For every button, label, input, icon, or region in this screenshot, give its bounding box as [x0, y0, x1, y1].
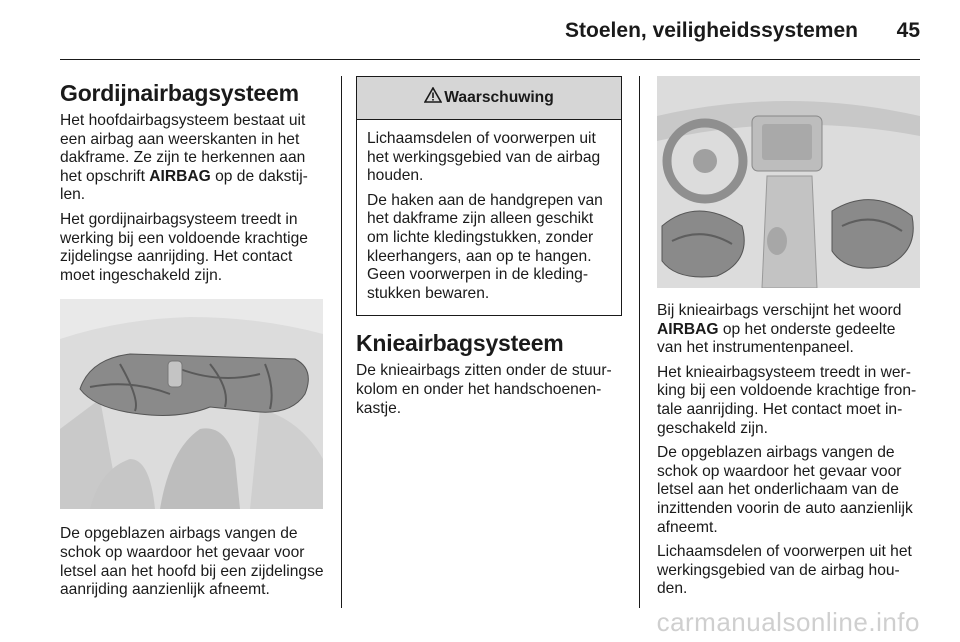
airbag-label: AIRBAG [657, 320, 719, 338]
header-rule [60, 59, 920, 60]
curtain-airbag-effect: De opgeblazen airbags vangen de schok op waardoor het gevaar voor letsel aan het hoofd bij een zijdelingse aanrijding aanzienlijk afneemt. [60, 525, 324, 599]
knee-airbag-figure [657, 76, 920, 288]
warning-title: Waarschuwing [444, 88, 554, 106]
column-2 [356, 76, 622, 424]
warning-text-2: De haken aan de handgrepen van het dakframe zijn alleen geschikt om lichte kledingstukken, zonder kleerhangers, aan op te hangen. Geen voorwerpen in de kleding-stukken bewaren. [367, 191, 603, 302]
knee-airbag-activation: Het knieairbagsysteem treedt in wer-king bij een voldoende krachtige fron-tale aanrijding. Het contact moet in-geschakeld zijn. [657, 363, 917, 437]
column-3 [657, 76, 923, 605]
knee-airbag-effect: De opgeblazen airbags vangen de schok op waardoor het gevaar voor letsel aan het onderlichaam van de inzittenden voorin de auto aanzienlijk afneemt. [657, 444, 913, 536]
knee-airbag-location: De knieairbags zitten onder de stuur-kolom en onder het handschoenen-kastje. [356, 362, 612, 417]
curtain-airbag-figure [60, 299, 323, 509]
curtain-airbag-intro: Het hoofdairbagsysteem bestaat uit een airbag aan weerskanten in het dakframe. Ze zijn te herkennen aan het opschrift AIRBAG op de dakstij-len. [60, 112, 308, 204]
page-number: 45 [896, 19, 920, 42]
knee-airbag-label-text: Bij knieairbags verschijnt het woord AIRBAG op het onderste gedeelte van het instrumentenpaneel. [657, 302, 902, 357]
warning-box [356, 76, 622, 316]
knee-airbag-heading: Knieairbagsysteem [356, 330, 564, 357]
curtain-airbag-activation: Het gordijnairbagsysteem treedt in werking bij een voldoende krachtige zijdelingse aanrijding. Het contact moet ingeschakeld zijn. [60, 210, 308, 284]
warning-triangle-icon [424, 87, 442, 109]
page-header-title: Stoelen, veiligheidssystemen [565, 19, 858, 42]
warning-body [357, 120, 621, 315]
column-1 [60, 80, 328, 606]
knee-airbag-caution: Lichaamsdelen of voorwerpen uit het werkingsgebied van de airbag hou-den. [657, 543, 912, 598]
column-divider-right [639, 76, 640, 608]
warning-text-1: Lichaamsdelen of voorwerpen uit het werkingsgebied van de airbag houden. [367, 130, 601, 185]
curtain-airbag-heading: Gordijnairbagsysteem [60, 80, 299, 106]
column-divider-left [341, 76, 342, 608]
airbag-label: AIRBAG [149, 167, 211, 185]
watermark: carmanualsonline.info [656, 607, 920, 637]
warning-header [357, 77, 621, 120]
